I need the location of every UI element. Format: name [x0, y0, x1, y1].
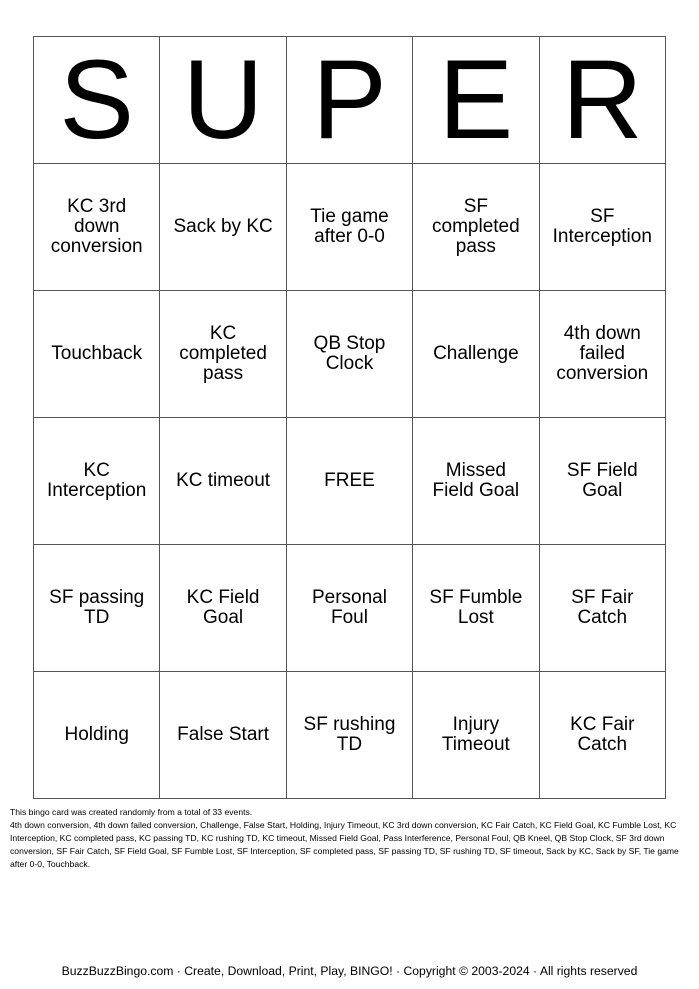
header-letter-s: S	[34, 37, 160, 164]
grid-cell	[34, 418, 160, 545]
grid-cell	[539, 545, 665, 672]
header-letter-e: E	[413, 37, 539, 164]
grid-cell-text: Holding	[64, 724, 129, 745]
grid-cell-text: KC 3rd down conversion	[50, 196, 143, 257]
grid-cell-text: Missed Field Goal	[432, 460, 520, 501]
grid-cell	[34, 291, 160, 418]
grid-cell	[413, 418, 539, 545]
grid-cell-text: Touchback	[51, 343, 143, 364]
grid-cell-text: SF completed pass	[432, 196, 520, 257]
grid-cell	[539, 672, 665, 799]
site-footer: BuzzBuzzBingo.com · Create, Download, Print, Play, BINGO! · Copyright © 2003-2024 · All rights reserved	[61, 964, 638, 978]
grid-cell	[286, 545, 412, 672]
grid-cell	[160, 672, 286, 799]
grid-cell-text: KC Field Goal	[186, 587, 260, 628]
grid-cell-text: KC completed pass	[179, 323, 267, 384]
grid-cell-text: SF Fumble Lost	[429, 587, 523, 628]
grid-cell	[160, 291, 286, 418]
grid-cell-text: Sack by KC	[173, 216, 273, 237]
grid-cell	[34, 545, 160, 672]
grid-cell-text: QB Stop Clock	[313, 333, 386, 374]
header-row	[34, 37, 666, 164]
grid-cell	[34, 164, 160, 291]
grid-cell	[286, 291, 412, 418]
grid-row	[34, 164, 666, 291]
grid-cell-text: KC Interception	[47, 460, 147, 501]
grid-cell	[413, 545, 539, 672]
grid-cell	[539, 164, 665, 291]
grid-row	[34, 545, 666, 672]
grid-cell-text: Personal Foul	[311, 587, 387, 628]
grid-row	[34, 672, 666, 799]
free-space-text: FREE	[324, 470, 375, 491]
event-list: 4th down conversion, 4th down failed conversion, Challenge, False Start, Holding, Injury Timeout, KC 3rd down conversion, KC Fair Catch, KC Field Goal, KC Fumble Lost, KC Interception, KC completed pass, KC passing TD, KC rushing TD, KC timeout, Missed Field Goal, Pass Interference, Personal Foul, QB Kneel, QB Stop Clock, SF 3rd down conversion, SF Fair Catch, SF Field Goal, SF Fumble Lost, SF Interception, SF completed pass, SF passing TD, SF rushing TD, SF timeout, Sack by KC, Sack by SF, Tie game after 0-0, Touchback.	[10, 820, 679, 869]
grid-cell-text: KC timeout	[176, 470, 271, 491]
grid-cell	[413, 291, 539, 418]
bingo-card	[33, 36, 666, 799]
event-summary: This bingo card was created randomly from a total of 33 events.	[10, 807, 253, 817]
grid-cell-text: Injury Timeout	[441, 714, 510, 755]
grid-cell	[160, 545, 286, 672]
header-letter-p: P	[286, 37, 412, 164]
grid-cell	[539, 418, 665, 545]
event-info	[10, 806, 682, 871]
grid-row	[34, 291, 666, 418]
grid-row	[34, 418, 666, 545]
grid-cell-text: Tie game after 0-0	[310, 206, 389, 247]
grid-cell-text: SF Fair Catch	[571, 587, 634, 628]
grid-cell-text: Challenge	[433, 343, 519, 364]
grid-cell	[160, 418, 286, 545]
grid-cell	[160, 164, 286, 291]
grid-cell	[286, 672, 412, 799]
grid-cell-text: 4th down failed conversion	[556, 323, 649, 384]
header-letter-r: R	[539, 37, 665, 164]
grid-cell	[286, 164, 412, 291]
grid-cell	[413, 672, 539, 799]
grid-cell	[413, 164, 539, 291]
grid-cell-text: KC Fair Catch	[570, 714, 635, 755]
grid-cell-text: SF Interception	[552, 206, 652, 247]
grid-cell-text: SF rushing TD	[303, 714, 396, 755]
grid-cell	[539, 291, 665, 418]
grid-cell-text: SF passing TD	[49, 587, 145, 628]
free-space-cell	[286, 418, 412, 545]
grid-cell	[34, 672, 160, 799]
grid-cell-text: SF Field Goal	[566, 460, 638, 501]
grid-cell-text: False Start	[177, 724, 270, 745]
header-letter-u: U	[160, 37, 286, 164]
